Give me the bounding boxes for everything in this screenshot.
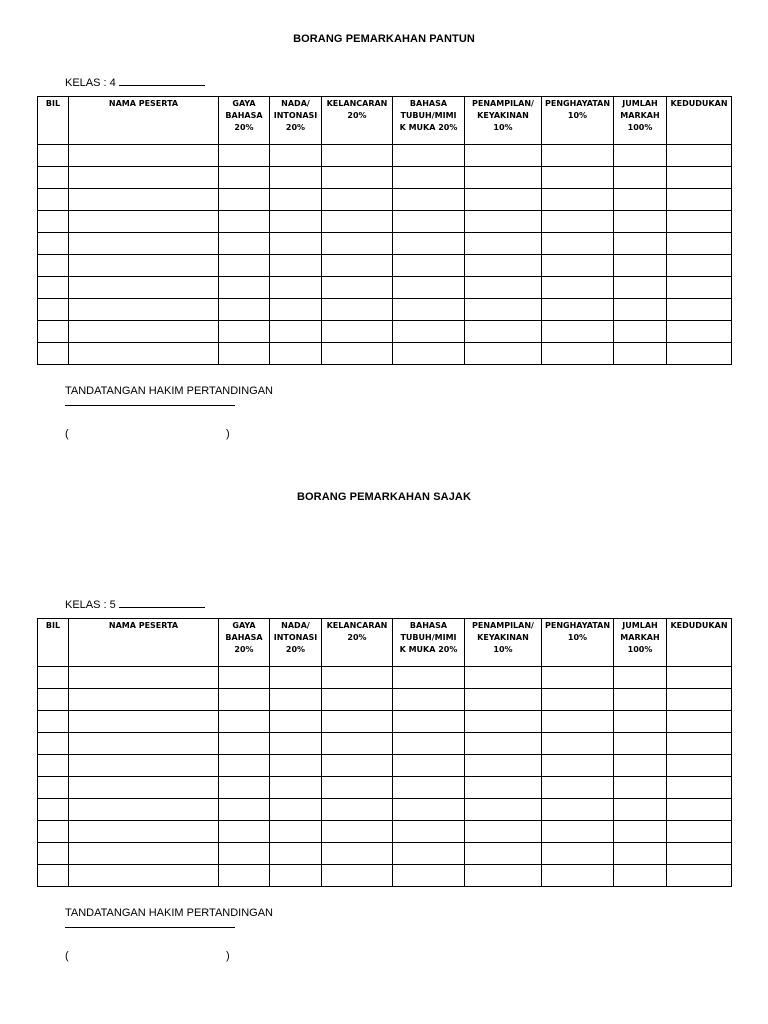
table-row — [38, 321, 732, 343]
col-jumlah-markah-cell[interactable] — [614, 255, 667, 277]
col-penghayatan-cell[interactable] — [542, 211, 614, 233]
col-jumlah-markah-cell[interactable] — [614, 299, 667, 321]
col-kelancaran-cell[interactable] — [322, 299, 393, 321]
score-table-pantun — [37, 96, 732, 365]
col-kedudukan-cell[interactable] — [667, 167, 732, 189]
col-penghayatan-header: PENGHAYATAN 10% — [542, 619, 614, 667]
col-kelancaran-cell[interactable] — [322, 167, 393, 189]
col-jumlah-markah-cell[interactable] — [614, 733, 667, 755]
col-penghayatan-cell[interactable] — [542, 299, 614, 321]
col-penghayatan-cell[interactable] — [542, 689, 614, 711]
col-nama-peserta-cell[interactable] — [69, 145, 219, 167]
col-penghayatan-cell[interactable] — [542, 733, 614, 755]
col-nada-intonasi-cell[interactable] — [270, 843, 322, 865]
col-penampilan-cell[interactable] — [465, 667, 542, 689]
col-jumlah-markah-header: JUMLAH MARKAH 100% — [614, 97, 667, 145]
signature-line[interactable] — [65, 927, 235, 928]
col-kedudukan-cell[interactable] — [667, 255, 732, 277]
col-bil-cell[interactable] — [38, 755, 69, 777]
col-penampilan-cell[interactable] — [465, 777, 542, 799]
col-penampilan-cell[interactable] — [465, 799, 542, 821]
col-jumlah-markah-cell[interactable] — [614, 189, 667, 211]
col-bahasa-tubuh-cell[interactable] — [393, 255, 465, 277]
col-jumlah-markah-cell[interactable] — [614, 711, 667, 733]
col-bahasa-tubuh-cell[interactable] — [393, 321, 465, 343]
col-bahasa-tubuh-cell[interactable] — [393, 689, 465, 711]
col-nada-intonasi-cell[interactable] — [270, 211, 322, 233]
table-row — [38, 211, 732, 233]
col-jumlah-markah-cell[interactable] — [614, 799, 667, 821]
col-bil-cell[interactable] — [38, 843, 69, 865]
col-penampilan-cell[interactable] — [465, 255, 542, 277]
col-nama-peserta-cell[interactable] — [69, 843, 219, 865]
form-title-sajak: BORANG PEMARKAHAN SAJAK — [296, 491, 472, 503]
col-gaya-bahasa-cell[interactable] — [219, 233, 270, 255]
col-penghayatan-cell[interactable] — [542, 865, 614, 887]
col-kedudukan-cell[interactable] — [667, 343, 732, 365]
col-bil-cell[interactable] — [38, 711, 69, 733]
col-jumlah-markah-cell[interactable] — [614, 321, 667, 343]
col-kedudukan-cell[interactable] — [667, 821, 732, 843]
col-penampilan-cell[interactable] — [465, 343, 542, 365]
col-bil-header: BIL — [38, 619, 69, 667]
col-gaya-bahasa-cell[interactable] — [219, 843, 270, 865]
col-penampilan-cell[interactable] — [465, 299, 542, 321]
col-penghayatan-header: PENGHAYATAN 10% — [542, 97, 614, 145]
col-nada-intonasi-cell[interactable] — [270, 667, 322, 689]
col-kelancaran-cell[interactable] — [322, 255, 393, 277]
col-kelancaran-cell[interactable] — [322, 189, 393, 211]
kelas-blank-line[interactable] — [119, 75, 205, 86]
col-jumlah-markah-cell[interactable] — [614, 777, 667, 799]
col-nada-intonasi-header: NADA/ INTONASI 20% — [270, 97, 322, 145]
name-paren-open: ( — [65, 428, 69, 440]
col-gaya-bahasa-cell[interactable] — [219, 189, 270, 211]
table-row — [38, 843, 732, 865]
col-nada-intonasi-cell[interactable] — [270, 233, 322, 255]
col-penampilan-header: PENAMPILAN/ KEYAKINAN 10% — [465, 97, 542, 145]
col-bil-cell[interactable] — [38, 233, 69, 255]
col-nama-peserta-cell[interactable] — [69, 755, 219, 777]
col-gaya-bahasa-cell[interactable] — [219, 777, 270, 799]
col-bil-cell[interactable] — [38, 689, 69, 711]
col-kedudukan-cell[interactable] — [667, 299, 732, 321]
col-nama-peserta-cell[interactable] — [69, 233, 219, 255]
col-nada-intonasi-cell[interactable] — [270, 167, 322, 189]
table-row — [38, 755, 732, 777]
col-penampilan-cell[interactable] — [465, 167, 542, 189]
col-nama-peserta-cell[interactable] — [69, 255, 219, 277]
col-penampilan-cell[interactable] — [465, 145, 542, 167]
col-penghayatan-cell[interactable] — [542, 711, 614, 733]
col-jumlah-markah-cell[interactable] — [614, 667, 667, 689]
col-nada-intonasi-cell[interactable] — [270, 145, 322, 167]
col-gaya-bahasa-cell[interactable] — [219, 343, 270, 365]
col-bil-cell[interactable] — [38, 211, 69, 233]
kelas-label: KELAS : 5 — [65, 599, 116, 611]
signature-line[interactable] — [65, 405, 235, 406]
name-paren-close: ) — [226, 950, 230, 962]
col-nada-intonasi-cell[interactable] — [270, 321, 322, 343]
col-nama-peserta-header: NAMA PESERTA — [69, 97, 219, 145]
col-kelancaran-header: KELANCARAN 20% — [322, 97, 393, 145]
col-nada-intonasi-cell[interactable] — [270, 711, 322, 733]
col-penampilan-cell[interactable] — [465, 211, 542, 233]
col-nama-peserta-cell[interactable] — [69, 167, 219, 189]
col-kedudukan-cell[interactable] — [667, 321, 732, 343]
col-penghayatan-cell[interactable] — [542, 343, 614, 365]
table-row — [38, 865, 732, 887]
col-gaya-bahasa-cell[interactable] — [219, 299, 270, 321]
col-kedudukan-cell[interactable] — [667, 689, 732, 711]
col-bahasa-tubuh-cell[interactable] — [393, 299, 465, 321]
col-penghayatan-cell[interactable] — [542, 843, 614, 865]
table-row — [38, 689, 732, 711]
col-nada-intonasi-cell[interactable] — [270, 821, 322, 843]
col-kelancaran-cell[interactable] — [322, 667, 393, 689]
col-gaya-bahasa-cell[interactable] — [219, 689, 270, 711]
col-nama-peserta-cell[interactable] — [69, 277, 219, 299]
col-nama-peserta-cell[interactable] — [69, 865, 219, 887]
col-nada-intonasi-cell[interactable] — [270, 733, 322, 755]
col-nada-intonasi-cell[interactable] — [270, 277, 322, 299]
col-kelancaran-cell[interactable] — [322, 821, 393, 843]
table-row — [38, 777, 732, 799]
table-header-row — [38, 97, 732, 145]
col-nada-intonasi-cell[interactable] — [270, 255, 322, 277]
col-kedudukan-header: KEDUDUKAN — [667, 619, 732, 667]
col-penghayatan-cell[interactable] — [542, 233, 614, 255]
col-penghayatan-cell[interactable] — [542, 277, 614, 299]
col-nama-peserta-header: NAMA PESERTA — [69, 619, 219, 667]
col-penghayatan-cell[interactable] — [542, 777, 614, 799]
col-kelancaran-cell[interactable] — [322, 777, 393, 799]
col-gaya-bahasa-cell[interactable] — [219, 255, 270, 277]
col-nama-peserta-cell[interactable] — [69, 211, 219, 233]
col-gaya-bahasa-cell[interactable] — [219, 711, 270, 733]
col-kedudukan-cell[interactable] — [667, 777, 732, 799]
col-nada-intonasi-cell[interactable] — [270, 755, 322, 777]
col-bahasa-tubuh-cell[interactable] — [393, 167, 465, 189]
col-penampilan-header: PENAMPILAN/ KEYAKINAN 10% — [465, 619, 542, 667]
col-bil-cell[interactable] — [38, 343, 69, 365]
col-bahasa-tubuh-cell[interactable] — [393, 667, 465, 689]
table-row — [38, 189, 732, 211]
name-paren-close: ) — [226, 428, 230, 440]
col-nama-peserta-cell[interactable] — [69, 189, 219, 211]
col-jumlah-markah-cell[interactable] — [614, 343, 667, 365]
table-header-row — [38, 619, 732, 667]
col-nada-intonasi-cell[interactable] — [270, 343, 322, 365]
col-bahasa-tubuh-cell[interactable] — [393, 711, 465, 733]
kelas-field-pantun — [65, 75, 205, 89]
col-bil-cell[interactable] — [38, 145, 69, 167]
col-jumlah-markah-cell[interactable] — [614, 233, 667, 255]
col-gaya-bahasa-cell[interactable] — [219, 321, 270, 343]
col-nama-peserta-cell[interactable] — [69, 733, 219, 755]
col-bahasa-tubuh-cell[interactable] — [393, 865, 465, 887]
col-gaya-bahasa-cell[interactable] — [219, 733, 270, 755]
col-kelancaran-cell[interactable] — [322, 755, 393, 777]
col-kelancaran-cell[interactable] — [322, 711, 393, 733]
col-bahasa-tubuh-cell[interactable] — [393, 821, 465, 843]
table-row — [38, 167, 732, 189]
col-penghayatan-cell[interactable] — [542, 145, 614, 167]
col-bil-cell[interactable] — [38, 865, 69, 887]
col-bil-header: BIL — [38, 97, 69, 145]
col-kedudukan-cell[interactable] — [667, 233, 732, 255]
col-kedudukan-cell[interactable] — [667, 733, 732, 755]
col-kelancaran-cell[interactable] — [322, 211, 393, 233]
col-nama-peserta-cell[interactable] — [69, 821, 219, 843]
col-bahasa-tubuh-cell[interactable] — [393, 843, 465, 865]
col-jumlah-markah-cell[interactable] — [614, 755, 667, 777]
col-penampilan-cell[interactable] — [465, 843, 542, 865]
col-gaya-bahasa-cell[interactable] — [219, 755, 270, 777]
col-gaya-bahasa-cell[interactable] — [219, 211, 270, 233]
table-row — [38, 667, 732, 689]
table-row — [38, 711, 732, 733]
col-bil-cell[interactable] — [38, 777, 69, 799]
table-row — [38, 255, 732, 277]
col-kelancaran-cell[interactable] — [322, 865, 393, 887]
col-penampilan-cell[interactable] — [465, 321, 542, 343]
score-table-sajak — [37, 618, 732, 887]
col-kelancaran-cell[interactable] — [322, 233, 393, 255]
col-penampilan-cell[interactable] — [465, 233, 542, 255]
col-bahasa-tubuh-cell[interactable] — [393, 211, 465, 233]
col-jumlah-markah-cell[interactable] — [614, 211, 667, 233]
col-kelancaran-cell[interactable] — [322, 689, 393, 711]
table-row — [38, 233, 732, 255]
col-bahasa-tubuh-cell[interactable] — [393, 799, 465, 821]
col-bahasa-tubuh-cell[interactable] — [393, 189, 465, 211]
col-penampilan-cell[interactable] — [465, 689, 542, 711]
col-kedudukan-cell[interactable] — [667, 799, 732, 821]
table-row — [38, 821, 732, 843]
col-nama-peserta-cell[interactable] — [69, 299, 219, 321]
col-nada-intonasi-cell[interactable] — [270, 689, 322, 711]
col-penghayatan-cell[interactable] — [542, 667, 614, 689]
col-kedudukan-cell[interactable] — [667, 755, 732, 777]
col-gaya-bahasa-header: GAYA BAHASA 20% — [219, 97, 270, 145]
kelas-blank-line[interactable] — [119, 597, 205, 608]
col-kedudukan-cell[interactable] — [667, 189, 732, 211]
col-kelancaran-header: KELANCARAN 20% — [322, 619, 393, 667]
col-gaya-bahasa-cell[interactable] — [219, 865, 270, 887]
col-kedudukan-cell[interactable] — [667, 667, 732, 689]
col-nada-intonasi-cell[interactable] — [270, 799, 322, 821]
col-nada-intonasi-cell[interactable] — [270, 865, 322, 887]
col-jumlah-markah-header: JUMLAH MARKAH 100% — [614, 619, 667, 667]
col-kelancaran-cell[interactable] — [322, 799, 393, 821]
col-bil-cell[interactable] — [38, 189, 69, 211]
col-gaya-bahasa-cell[interactable] — [219, 145, 270, 167]
kelas-label: KELAS : 4 — [65, 77, 116, 89]
col-nama-peserta-cell[interactable] — [69, 689, 219, 711]
col-penghayatan-cell[interactable] — [542, 799, 614, 821]
col-penghayatan-cell[interactable] — [542, 167, 614, 189]
col-gaya-bahasa-cell[interactable] — [219, 799, 270, 821]
col-bil-cell[interactable] — [38, 321, 69, 343]
col-nada-intonasi-header: NADA/ INTONASI 20% — [270, 619, 322, 667]
col-bahasa-tubuh-cell[interactable] — [393, 145, 465, 167]
col-nada-intonasi-cell[interactable] — [270, 189, 322, 211]
col-kedudukan-cell[interactable] — [667, 277, 732, 299]
col-bahasa-tubuh-cell[interactable] — [393, 343, 465, 365]
col-jumlah-markah-cell[interactable] — [614, 145, 667, 167]
col-penghayatan-cell[interactable] — [542, 189, 614, 211]
col-kelancaran-cell[interactable] — [322, 843, 393, 865]
col-kedudukan-cell[interactable] — [667, 865, 732, 887]
col-kedudukan-cell[interactable] — [667, 145, 732, 167]
col-kedudukan-header: KEDUDUKAN — [667, 97, 732, 145]
col-gaya-bahasa-cell[interactable] — [219, 277, 270, 299]
name-paren-open: ( — [65, 950, 69, 962]
signature-label: TANDATANGAN HAKIM PERTANDINGAN — [65, 385, 274, 397]
col-bahasa-tubuh-cell[interactable] — [393, 755, 465, 777]
col-bil-cell[interactable] — [38, 733, 69, 755]
col-penampilan-cell[interactable] — [465, 821, 542, 843]
signature-label: TANDATANGAN HAKIM PERTANDINGAN — [65, 907, 274, 919]
table-row — [38, 299, 732, 321]
col-penampilan-cell[interactable] — [465, 755, 542, 777]
table-row — [38, 343, 732, 365]
col-gaya-bahasa-cell[interactable] — [219, 167, 270, 189]
col-bil-cell[interactable] — [38, 799, 69, 821]
col-penghayatan-cell[interactable] — [542, 821, 614, 843]
col-penampilan-cell[interactable] — [465, 733, 542, 755]
col-penampilan-cell[interactable] — [465, 277, 542, 299]
col-jumlah-markah-cell[interactable] — [614, 167, 667, 189]
table-row — [38, 733, 732, 755]
table-row — [38, 145, 732, 167]
col-kedudukan-cell[interactable] — [667, 211, 732, 233]
col-nama-peserta-cell[interactable] — [69, 711, 219, 733]
col-gaya-bahasa-header: GAYA BAHASA 20% — [219, 619, 270, 667]
col-nama-peserta-cell[interactable] — [69, 799, 219, 821]
col-kelancaran-cell[interactable] — [322, 733, 393, 755]
col-nama-peserta-cell[interactable] — [69, 321, 219, 343]
col-kedudukan-cell[interactable] — [667, 843, 732, 865]
col-bahasa-tubuh-cell[interactable] — [393, 733, 465, 755]
col-bahasa-tubuh-cell[interactable] — [393, 233, 465, 255]
kelas-field-sajak — [65, 597, 205, 611]
table-row — [38, 277, 732, 299]
col-penampilan-cell[interactable] — [465, 189, 542, 211]
col-bil-cell[interactable] — [38, 821, 69, 843]
col-jumlah-markah-cell[interactable] — [614, 843, 667, 865]
table-row — [38, 799, 732, 821]
col-gaya-bahasa-cell[interactable] — [219, 667, 270, 689]
col-jumlah-markah-cell[interactable] — [614, 821, 667, 843]
col-penampilan-cell[interactable] — [465, 865, 542, 887]
col-kelancaran-cell[interactable] — [322, 343, 393, 365]
col-nama-peserta-cell[interactable] — [69, 343, 219, 365]
col-penghayatan-cell[interactable] — [542, 321, 614, 343]
col-bil-cell[interactable] — [38, 667, 69, 689]
col-nama-peserta-cell[interactable] — [69, 667, 219, 689]
col-jumlah-markah-cell[interactable] — [614, 277, 667, 299]
col-gaya-bahasa-cell[interactable] — [219, 821, 270, 843]
col-bahasa-tubuh-header: BAHASA TUBUH/MIMI K MUKA 20% — [393, 97, 465, 145]
col-penghayatan-cell[interactable] — [542, 255, 614, 277]
col-nama-peserta-cell[interactable] — [69, 777, 219, 799]
col-bil-cell[interactable] — [38, 299, 69, 321]
col-bahasa-tubuh-header: BAHASA TUBUH/MIMI K MUKA 20% — [393, 619, 465, 667]
col-bil-cell[interactable] — [38, 167, 69, 189]
col-jumlah-markah-cell[interactable] — [614, 689, 667, 711]
form-title-pantun: BORANG PEMARKAHAN PANTUN — [293, 33, 475, 45]
col-bil-cell[interactable] — [38, 255, 69, 277]
col-kedudukan-cell[interactable] — [667, 711, 732, 733]
col-jumlah-markah-cell[interactable] — [614, 865, 667, 887]
col-kelancaran-cell[interactable] — [322, 277, 393, 299]
col-kelancaran-cell[interactable] — [322, 321, 393, 343]
col-kelancaran-cell[interactable] — [322, 145, 393, 167]
col-bahasa-tubuh-cell[interactable] — [393, 277, 465, 299]
col-nada-intonasi-cell[interactable] — [270, 777, 322, 799]
col-bahasa-tubuh-cell[interactable] — [393, 777, 465, 799]
col-bil-cell[interactable] — [38, 277, 69, 299]
col-penghayatan-cell[interactable] — [542, 755, 614, 777]
col-nada-intonasi-cell[interactable] — [270, 299, 322, 321]
col-penampilan-cell[interactable] — [465, 711, 542, 733]
